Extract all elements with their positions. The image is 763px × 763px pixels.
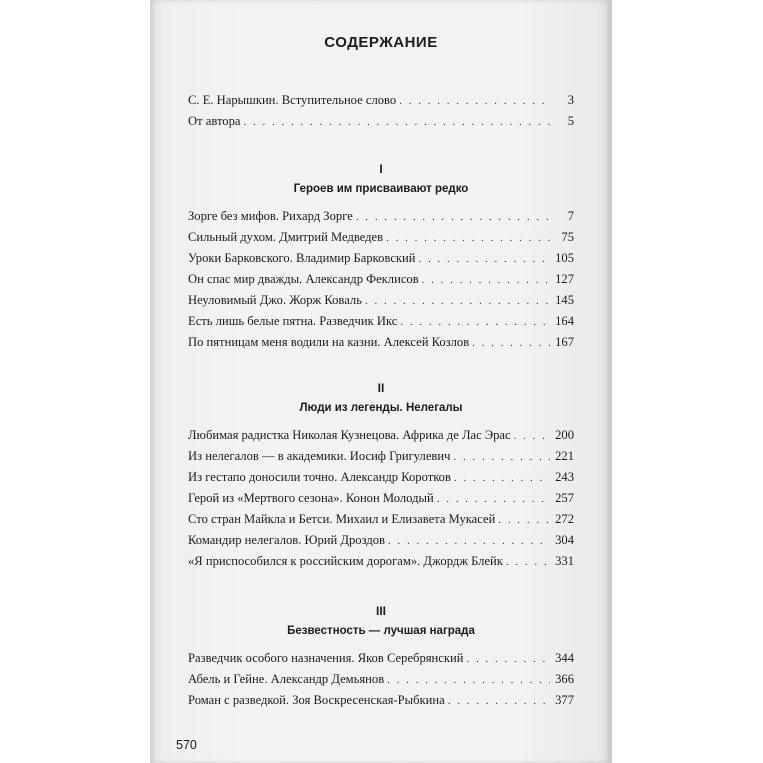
dot-leader bbox=[454, 468, 550, 489]
section-1 bbox=[188, 160, 574, 353]
toc-entry-title: Сильный духом. Дмитрий Медведев bbox=[188, 230, 384, 244]
toc-entry[interactable] bbox=[188, 425, 574, 446]
toc-entry-title: Сто стран Майкла и Бетси. Михаил и Елизавета Мукасей bbox=[188, 512, 496, 526]
toc-entry[interactable] bbox=[188, 311, 574, 332]
toc-entry-title: Любимая радистка Николая Кузнецова. Африка де Лас Эрас bbox=[188, 428, 511, 442]
section-title: Люди из легенды. Нелегалы bbox=[299, 402, 463, 414]
table-of-contents bbox=[188, 34, 574, 711]
toc-entry-page: 257 bbox=[555, 491, 574, 505]
toc-entry[interactable] bbox=[188, 90, 574, 111]
front-matter-list bbox=[188, 90, 574, 132]
toc-entry[interactable] bbox=[188, 509, 574, 530]
dot-leader bbox=[399, 91, 550, 112]
toc-entry[interactable] bbox=[188, 648, 574, 669]
toc-entry-page: 105 bbox=[555, 251, 574, 265]
toc-entry[interactable] bbox=[188, 446, 574, 467]
toc-entry-title: «Я приспособился к российским дорогам». Джордж Блейк bbox=[188, 554, 503, 568]
toc-entry[interactable] bbox=[188, 111, 574, 132]
dot-leader bbox=[498, 510, 550, 531]
toc-entry[interactable] bbox=[188, 690, 574, 711]
toc-entry-page: 7 bbox=[567, 209, 574, 223]
dot-leader bbox=[419, 249, 550, 270]
toc-entry-page: 331 bbox=[555, 554, 574, 568]
toc-entry[interactable] bbox=[188, 467, 574, 488]
dot-leader bbox=[244, 112, 551, 133]
toc-entry-page: 200 bbox=[555, 428, 574, 442]
dot-leader bbox=[437, 489, 550, 510]
toc-entry-page: 145 bbox=[555, 293, 574, 307]
dot-leader bbox=[466, 649, 550, 670]
toc-entry-title: Уроки Барковского. Владимир Барковский bbox=[188, 251, 416, 265]
toc-entry-title: Из нелегалов — в академики. Иосиф Григулевич bbox=[188, 449, 451, 463]
toc-entry-page: 304 bbox=[555, 533, 574, 547]
dot-leader bbox=[506, 552, 550, 573]
toc-entry-title: Он спас мир дважды. Александр Феклисов bbox=[188, 272, 419, 286]
toc-entry-title: Есть лишь белые пятна. Разведчик Икс bbox=[188, 314, 398, 328]
section-3 bbox=[188, 602, 574, 711]
toc-heading: СОДЕРЖАНИЕ bbox=[324, 34, 438, 51]
page-shadow-left bbox=[150, 0, 156, 763]
toc-entry-title: Зорге без мифов. Рихард Зорге bbox=[188, 209, 353, 223]
toc-entry[interactable] bbox=[188, 227, 574, 248]
section-title: Безвестность — лучшая награда bbox=[287, 625, 475, 637]
toc-entry-title: С. Е. Нарышкин. Вступительное слово bbox=[188, 93, 397, 107]
dot-leader bbox=[356, 207, 550, 228]
toc-entry[interactable] bbox=[188, 206, 574, 227]
toc-entry[interactable] bbox=[188, 269, 574, 290]
toc-entry[interactable] bbox=[188, 669, 574, 690]
toc-entry-page: 243 bbox=[555, 470, 574, 484]
toc-entry-page: 272 bbox=[555, 512, 574, 526]
dot-leader bbox=[388, 531, 550, 552]
dot-leader bbox=[448, 691, 550, 712]
toc-entry[interactable] bbox=[188, 551, 574, 572]
toc-entry-title: Роман с разведкой. Зоя Воскресенская-Рыбкина bbox=[188, 693, 445, 707]
toc-entry[interactable] bbox=[188, 332, 574, 353]
toc-entry-page: 167 bbox=[555, 335, 574, 349]
toc-entry-title: Герой из «Мертвого сезона». Конон Молодый bbox=[188, 491, 434, 505]
toc-entry-page: 127 bbox=[555, 272, 574, 286]
dot-leader bbox=[453, 447, 550, 468]
dot-leader bbox=[400, 312, 550, 333]
toc-entry-page: 5 bbox=[567, 114, 574, 128]
toc-entry[interactable] bbox=[188, 530, 574, 551]
toc-entry-title: Абель и Гейне. Александр Демьянов bbox=[188, 672, 385, 686]
dot-leader bbox=[514, 426, 550, 447]
toc-entry[interactable] bbox=[188, 290, 574, 311]
toc-entry-page: 377 bbox=[555, 693, 574, 707]
toc-entry-title: Из гестапо доносили точно. Александр Коротков bbox=[188, 470, 451, 484]
toc-entry-title: Разведчик особого назначения. Яков Серебрянский bbox=[188, 651, 464, 665]
dot-leader bbox=[472, 333, 550, 354]
dot-leader bbox=[365, 291, 550, 312]
page-shadow-right bbox=[604, 0, 612, 763]
toc-entry-page: 75 bbox=[561, 230, 574, 244]
page-number: 570 bbox=[176, 738, 197, 752]
toc-entry-page: 164 bbox=[555, 314, 574, 328]
toc-entry[interactable] bbox=[188, 248, 574, 269]
toc-entry[interactable] bbox=[188, 488, 574, 509]
toc-entry-title: От автора bbox=[188, 114, 241, 128]
dot-leader bbox=[422, 270, 550, 291]
section-numeral: I bbox=[379, 162, 383, 176]
section-2 bbox=[188, 379, 574, 572]
section-title: Героев им присваивают редко bbox=[293, 183, 469, 195]
toc-entry-page: 344 bbox=[555, 651, 574, 665]
toc-entry-page: 366 bbox=[555, 672, 574, 686]
dot-leader bbox=[386, 228, 550, 249]
toc-entry-title: Командир нелегалов. Юрий Дроздов bbox=[188, 533, 385, 547]
toc-entry-title: Неуловимый Джо. Жорж Коваль bbox=[188, 293, 362, 307]
dot-leader bbox=[387, 670, 550, 691]
section-numeral: III bbox=[375, 604, 386, 618]
toc-entry-page: 3 bbox=[567, 93, 574, 107]
section-numeral: II bbox=[377, 381, 385, 395]
toc-entry-page: 221 bbox=[555, 449, 574, 463]
toc-entry-title: По пятницам меня водили на казни. Алексей Козлов bbox=[188, 335, 470, 349]
